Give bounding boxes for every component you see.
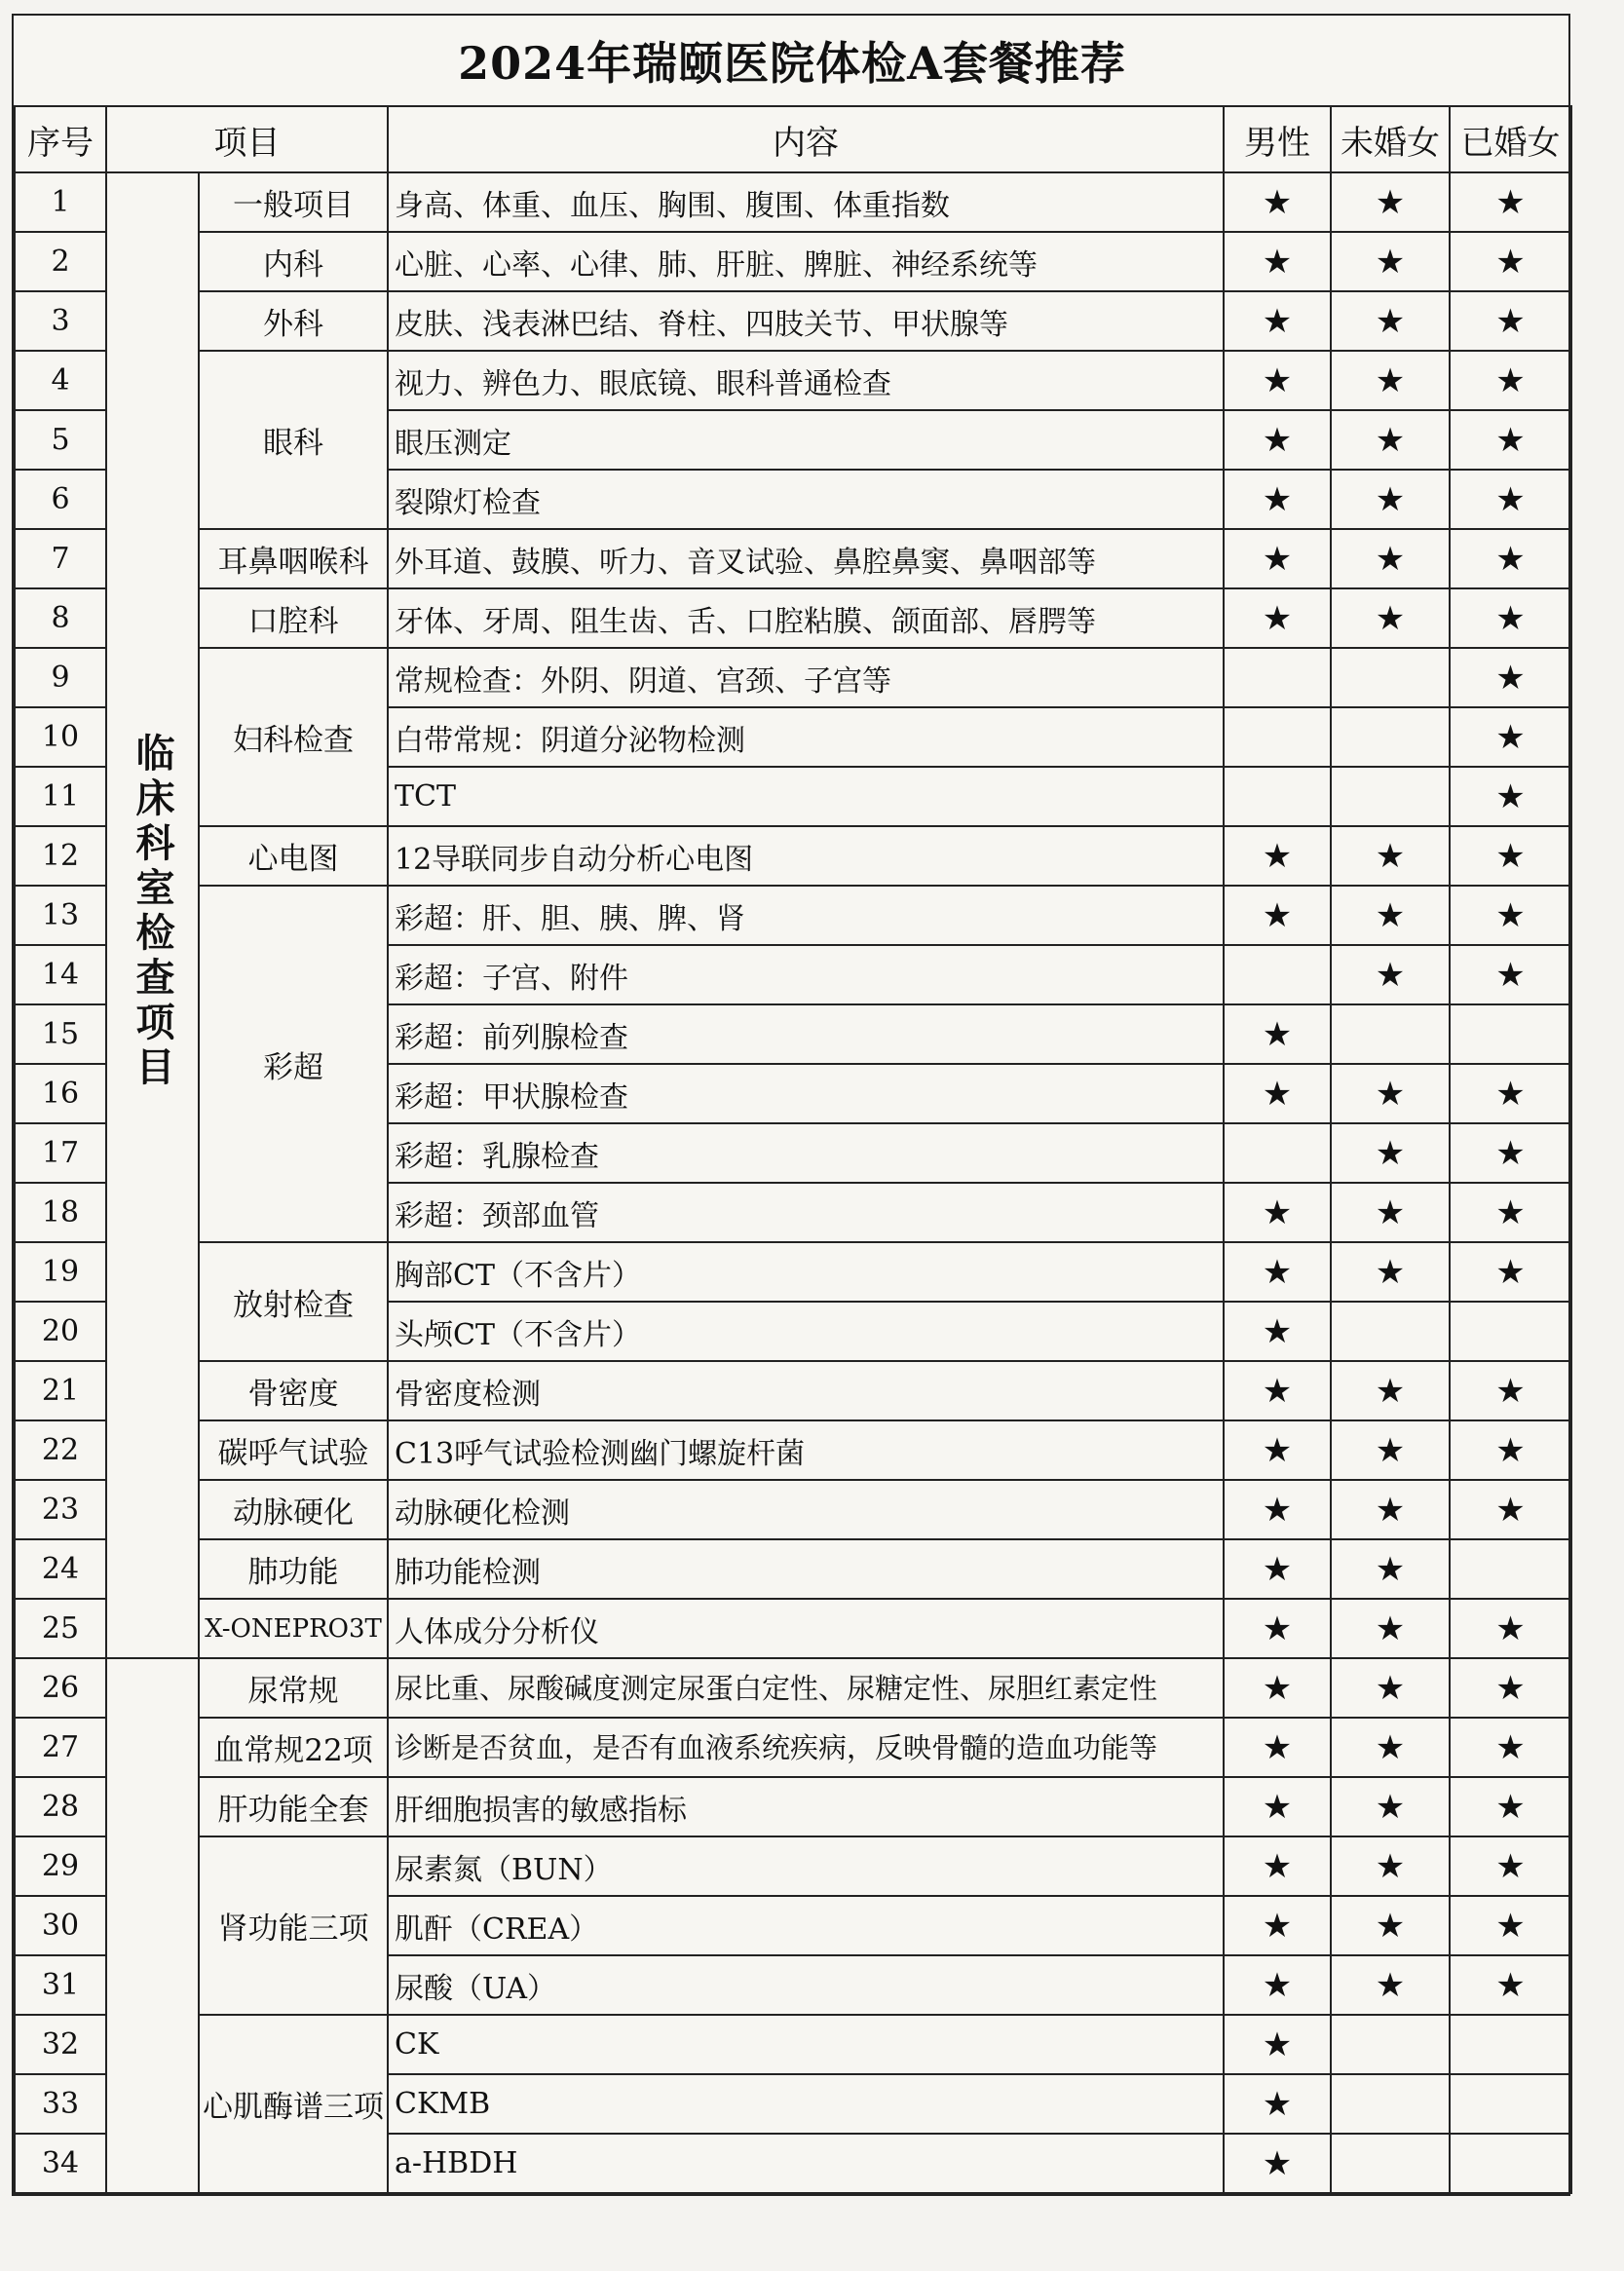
- row-number: 20: [15, 1302, 106, 1361]
- row-number: 13: [15, 886, 106, 945]
- content-cell: 眼压测定: [388, 410, 1224, 470]
- unmarried-mark: ★: [1331, 291, 1450, 351]
- male-mark: [1224, 945, 1331, 1004]
- married-mark: ★: [1450, 351, 1571, 410]
- male-mark: ★: [1224, 351, 1331, 410]
- unmarried-mark: ★: [1331, 1955, 1450, 2015]
- table-row: [15, 232, 1571, 291]
- content-cell: 视力、辨色力、眼底镜、眼科普通检查: [388, 351, 1224, 410]
- content-cell: 尿比重、尿酸碱度测定尿蛋白定性、尿糖定性、尿胆红素定性: [388, 1658, 1224, 1718]
- content-cell: 彩超：肝、胆、胰、脾、肾: [388, 886, 1224, 945]
- male-mark: ★: [1224, 1242, 1331, 1302]
- content-cell: 常规检查：外阴、阴道、宫颈、子宫等: [388, 648, 1224, 707]
- unmarried-mark: ★: [1331, 1420, 1450, 1480]
- content-cell: 裂隙灯检查: [388, 470, 1224, 529]
- row-number: 5: [15, 410, 106, 470]
- content-cell: CK: [388, 2015, 1224, 2074]
- content-cell: a-HBDH: [388, 2134, 1224, 2193]
- married-mark: ★: [1450, 588, 1571, 648]
- content-cell: 彩超：甲状腺检查: [388, 1064, 1224, 1123]
- male-mark: ★: [1224, 232, 1331, 291]
- category-cell: 骨密度: [199, 1361, 388, 1420]
- row-number: 10: [15, 707, 106, 767]
- row-number: 7: [15, 529, 106, 588]
- table-row: [15, 1658, 1571, 1718]
- unmarried-mark: ★: [1331, 1361, 1450, 1420]
- male-mark: ★: [1224, 1361, 1331, 1420]
- category-cell: 放射检查: [199, 1242, 388, 1361]
- row-number: 12: [15, 826, 106, 886]
- row-number: 27: [15, 1718, 106, 1777]
- content-cell: 人体成分分析仪: [388, 1599, 1224, 1658]
- male-mark: [1224, 707, 1331, 767]
- unmarried-mark: ★: [1331, 1658, 1450, 1718]
- row-number: 21: [15, 1361, 106, 1420]
- content-cell: 白带常规：阴道分泌物检测: [388, 707, 1224, 767]
- content-cell: 尿素氮（BUN）: [388, 1836, 1224, 1896]
- category-cell: 外科: [199, 291, 388, 351]
- married-mark: [1450, 2015, 1571, 2074]
- male-mark: ★: [1224, 1836, 1331, 1896]
- male-mark: [1224, 648, 1331, 707]
- row-number: 15: [15, 1004, 106, 1064]
- unmarried-mark: ★: [1331, 410, 1450, 470]
- married-mark: ★: [1450, 945, 1571, 1004]
- category-cell: 妇科检查: [199, 648, 388, 826]
- married-mark: ★: [1450, 172, 1571, 232]
- row-number: 17: [15, 1123, 106, 1183]
- row-number: 11: [15, 767, 106, 826]
- male-mark: ★: [1224, 2015, 1331, 2074]
- table-row: [15, 1242, 1571, 1302]
- content-cell: 肺功能检测: [388, 1539, 1224, 1599]
- unmarried-mark: [1331, 1302, 1450, 1361]
- married-mark: ★: [1450, 1183, 1571, 1242]
- unmarried-mark: ★: [1331, 826, 1450, 886]
- side-label: 临床科室检查项目: [130, 732, 175, 1091]
- row-number: 2: [15, 232, 106, 291]
- male-mark: ★: [1224, 1777, 1331, 1836]
- male-mark: ★: [1224, 1183, 1331, 1242]
- male-mark: ★: [1224, 1658, 1331, 1718]
- unmarried-mark: ★: [1331, 1064, 1450, 1123]
- row-number: 32: [15, 2015, 106, 2074]
- married-mark: [1450, 1004, 1571, 1064]
- category-cell: 动脉硬化: [199, 1480, 388, 1539]
- married-mark: ★: [1450, 648, 1571, 707]
- content-cell: 身高、体重、血压、胸围、腹围、体重指数: [388, 172, 1224, 232]
- row-number: 26: [15, 1658, 106, 1718]
- married-mark: ★: [1450, 1123, 1571, 1183]
- content-cell: TCT: [388, 767, 1224, 826]
- content-cell: 12导联同步自动分析心电图: [388, 826, 1224, 886]
- header-male: 男性: [1224, 106, 1331, 172]
- male-mark: ★: [1224, 2074, 1331, 2134]
- married-mark: ★: [1450, 1836, 1571, 1896]
- content-cell: 彩超：乳腺检查: [388, 1123, 1224, 1183]
- unmarried-mark: ★: [1331, 1718, 1450, 1777]
- unmarried-mark: ★: [1331, 232, 1450, 291]
- category-cell: 眼科: [199, 351, 388, 529]
- male-mark: ★: [1224, 1539, 1331, 1599]
- content-cell: CKMB: [388, 2074, 1224, 2134]
- male-mark: ★: [1224, 1302, 1331, 1361]
- row-number: 19: [15, 1242, 106, 1302]
- married-mark: ★: [1450, 1896, 1571, 1955]
- unmarried-mark: ★: [1331, 529, 1450, 588]
- row-number: 22: [15, 1420, 106, 1480]
- married-mark: ★: [1450, 1718, 1571, 1777]
- married-mark: ★: [1450, 886, 1571, 945]
- side-blank-cell: [106, 1658, 199, 2193]
- unmarried-mark: [1331, 707, 1450, 767]
- category-cell: 内科: [199, 232, 388, 291]
- row-number: 25: [15, 1599, 106, 1658]
- content-cell: 骨密度检测: [388, 1361, 1224, 1420]
- married-mark: ★: [1450, 410, 1571, 470]
- married-mark: ★: [1450, 1242, 1571, 1302]
- unmarried-mark: ★: [1331, 470, 1450, 529]
- unmarried-mark: ★: [1331, 1599, 1450, 1658]
- unmarried-mark: [1331, 648, 1450, 707]
- package-table: [14, 105, 1572, 2194]
- table-body: [15, 172, 1571, 2193]
- table-row: [15, 172, 1571, 232]
- content-cell: 尿酸（UA）: [388, 1955, 1224, 2015]
- married-mark: ★: [1450, 1658, 1571, 1718]
- row-number: 34: [15, 2134, 106, 2193]
- header-content: 内容: [388, 106, 1224, 172]
- header-item: 项目: [106, 106, 388, 172]
- male-mark: ★: [1224, 1896, 1331, 1955]
- table-row: [15, 588, 1571, 648]
- content-cell: 牙体、牙周、阻生齿、舌、口腔粘膜、颌面部、唇腭等: [388, 588, 1224, 648]
- married-mark: ★: [1450, 1064, 1571, 1123]
- male-mark: ★: [1224, 529, 1331, 588]
- male-mark: ★: [1224, 1420, 1331, 1480]
- male-mark: ★: [1224, 1064, 1331, 1123]
- content-cell: 头颅CT（不含片）: [388, 1302, 1224, 1361]
- male-mark: ★: [1224, 2134, 1331, 2193]
- unmarried-mark: ★: [1331, 172, 1450, 232]
- male-mark: ★: [1224, 1718, 1331, 1777]
- male-mark: ★: [1224, 291, 1331, 351]
- male-mark: ★: [1224, 1599, 1331, 1658]
- category-cell: X-ONEPRO3T: [199, 1599, 388, 1658]
- content-cell: 心脏、心率、心律、肺、肝脏、脾脏、神经系统等: [388, 232, 1224, 291]
- row-number: 4: [15, 351, 106, 410]
- unmarried-mark: [1331, 2134, 1450, 2193]
- row-number: 23: [15, 1480, 106, 1539]
- married-mark: ★: [1450, 1361, 1571, 1420]
- male-mark: [1224, 1123, 1331, 1183]
- content-cell: 动脉硬化检测: [388, 1480, 1224, 1539]
- category-cell: 心肌酶谱三项: [199, 2015, 388, 2193]
- row-number: 16: [15, 1064, 106, 1123]
- content-cell: 诊断是否贫血，是否有血液系统疾病，反映骨髓的造血功能等: [388, 1718, 1224, 1777]
- unmarried-mark: ★: [1331, 1123, 1450, 1183]
- male-mark: [1224, 767, 1331, 826]
- unmarried-mark: ★: [1331, 945, 1450, 1004]
- table-row: [15, 1420, 1571, 1480]
- married-mark: ★: [1450, 1599, 1571, 1658]
- unmarried-mark: ★: [1331, 588, 1450, 648]
- content-cell: 外耳道、鼓膜、听力、音叉试验、鼻腔鼻窦、鼻咽部等: [388, 529, 1224, 588]
- row-number: 3: [15, 291, 106, 351]
- married-mark: ★: [1450, 1420, 1571, 1480]
- male-mark: ★: [1224, 410, 1331, 470]
- male-mark: ★: [1224, 470, 1331, 529]
- category-cell: 耳鼻咽喉科: [199, 529, 388, 588]
- married-mark: ★: [1450, 1955, 1571, 2015]
- content-cell: 肌酐（CREA）: [388, 1896, 1224, 1955]
- table-row: [15, 529, 1571, 588]
- unmarried-mark: ★: [1331, 1539, 1450, 1599]
- table-row: [15, 1777, 1571, 1836]
- married-mark: ★: [1450, 1480, 1571, 1539]
- unmarried-mark: ★: [1331, 351, 1450, 410]
- male-mark: ★: [1224, 826, 1331, 886]
- table-row: [15, 291, 1571, 351]
- table-row: [15, 1539, 1571, 1599]
- married-mark: ★: [1450, 826, 1571, 886]
- unmarried-mark: [1331, 1004, 1450, 1064]
- married-mark: ★: [1450, 232, 1571, 291]
- unmarried-mark: [1331, 2015, 1450, 2074]
- male-mark: ★: [1224, 172, 1331, 232]
- table-row: [15, 1836, 1571, 1896]
- header-row: [15, 106, 1571, 172]
- category-cell: 口腔科: [199, 588, 388, 648]
- row-number: 28: [15, 1777, 106, 1836]
- married-mark: ★: [1450, 470, 1571, 529]
- married-mark: ★: [1450, 767, 1571, 826]
- married-mark: ★: [1450, 291, 1571, 351]
- row-number: 9: [15, 648, 106, 707]
- row-number: 14: [15, 945, 106, 1004]
- row-number: 6: [15, 470, 106, 529]
- table-row: [15, 1718, 1571, 1777]
- married-mark: ★: [1450, 1777, 1571, 1836]
- row-number: 29: [15, 1836, 106, 1896]
- header-unmarried-female: 未婚女: [1331, 106, 1450, 172]
- header-no: 序号: [15, 106, 106, 172]
- married-mark: ★: [1450, 707, 1571, 767]
- page-title: 2024年瑞颐医院体检A套餐推荐: [458, 37, 1126, 90]
- content-cell: 肝细胞损害的敏感指标: [388, 1777, 1224, 1836]
- row-number: 1: [15, 172, 106, 232]
- row-number: 8: [15, 588, 106, 648]
- unmarried-mark: [1331, 2074, 1450, 2134]
- male-mark: ★: [1224, 1480, 1331, 1539]
- row-number: 30: [15, 1896, 106, 1955]
- unmarried-mark: ★: [1331, 1896, 1450, 1955]
- content-cell: 彩超：前列腺检查: [388, 1004, 1224, 1064]
- married-mark: [1450, 2134, 1571, 2193]
- unmarried-mark: ★: [1331, 886, 1450, 945]
- table-row: [15, 1361, 1571, 1420]
- unmarried-mark: ★: [1331, 1836, 1450, 1896]
- unmarried-mark: [1331, 767, 1450, 826]
- category-cell: 碳呼气试验: [199, 1420, 388, 1480]
- married-mark: [1450, 2074, 1571, 2134]
- row-number: 24: [15, 1539, 106, 1599]
- content-cell: 彩超：子宫、附件: [388, 945, 1224, 1004]
- male-mark: ★: [1224, 588, 1331, 648]
- table-row: [15, 1480, 1571, 1539]
- table-row: [15, 648, 1571, 707]
- category-cell: 一般项目: [199, 172, 388, 232]
- unmarried-mark: ★: [1331, 1242, 1450, 1302]
- category-cell: 彩超: [199, 886, 388, 1242]
- table-row: [15, 826, 1571, 886]
- category-cell: 心电图: [199, 826, 388, 886]
- category-cell: 血常规22项: [199, 1718, 388, 1777]
- table-row: [15, 886, 1571, 945]
- male-mark: ★: [1224, 1004, 1331, 1064]
- content-cell: C13呼气试验检测幽门螺旋杆菌: [388, 1420, 1224, 1480]
- table-row: [15, 2015, 1571, 2074]
- unmarried-mark: ★: [1331, 1183, 1450, 1242]
- category-cell: 肺功能: [199, 1539, 388, 1599]
- content-cell: 皮肤、浅表淋巴结、脊柱、四肢关节、甲状腺等: [388, 291, 1224, 351]
- row-number: 18: [15, 1183, 106, 1242]
- married-mark: ★: [1450, 529, 1571, 588]
- table-row: [15, 351, 1571, 410]
- table-row: [15, 1599, 1571, 1658]
- male-mark: ★: [1224, 886, 1331, 945]
- row-number: 31: [15, 1955, 106, 2015]
- unmarried-mark: ★: [1331, 1480, 1450, 1539]
- unmarried-mark: ★: [1331, 1777, 1450, 1836]
- married-mark: [1450, 1539, 1571, 1599]
- header-married-female: 已婚女: [1450, 106, 1571, 172]
- category-cell: 尿常规: [199, 1658, 388, 1718]
- row-number: 33: [15, 2074, 106, 2134]
- category-cell: 肝功能全套: [199, 1777, 388, 1836]
- side-label-cell: [106, 172, 199, 1658]
- married-mark: [1450, 1302, 1571, 1361]
- content-cell: 胸部CT（不含片）: [388, 1242, 1224, 1302]
- male-mark: ★: [1224, 1955, 1331, 2015]
- category-cell: 肾功能三项: [199, 1836, 388, 2015]
- content-cell: 彩超：颈部血管: [388, 1183, 1224, 1242]
